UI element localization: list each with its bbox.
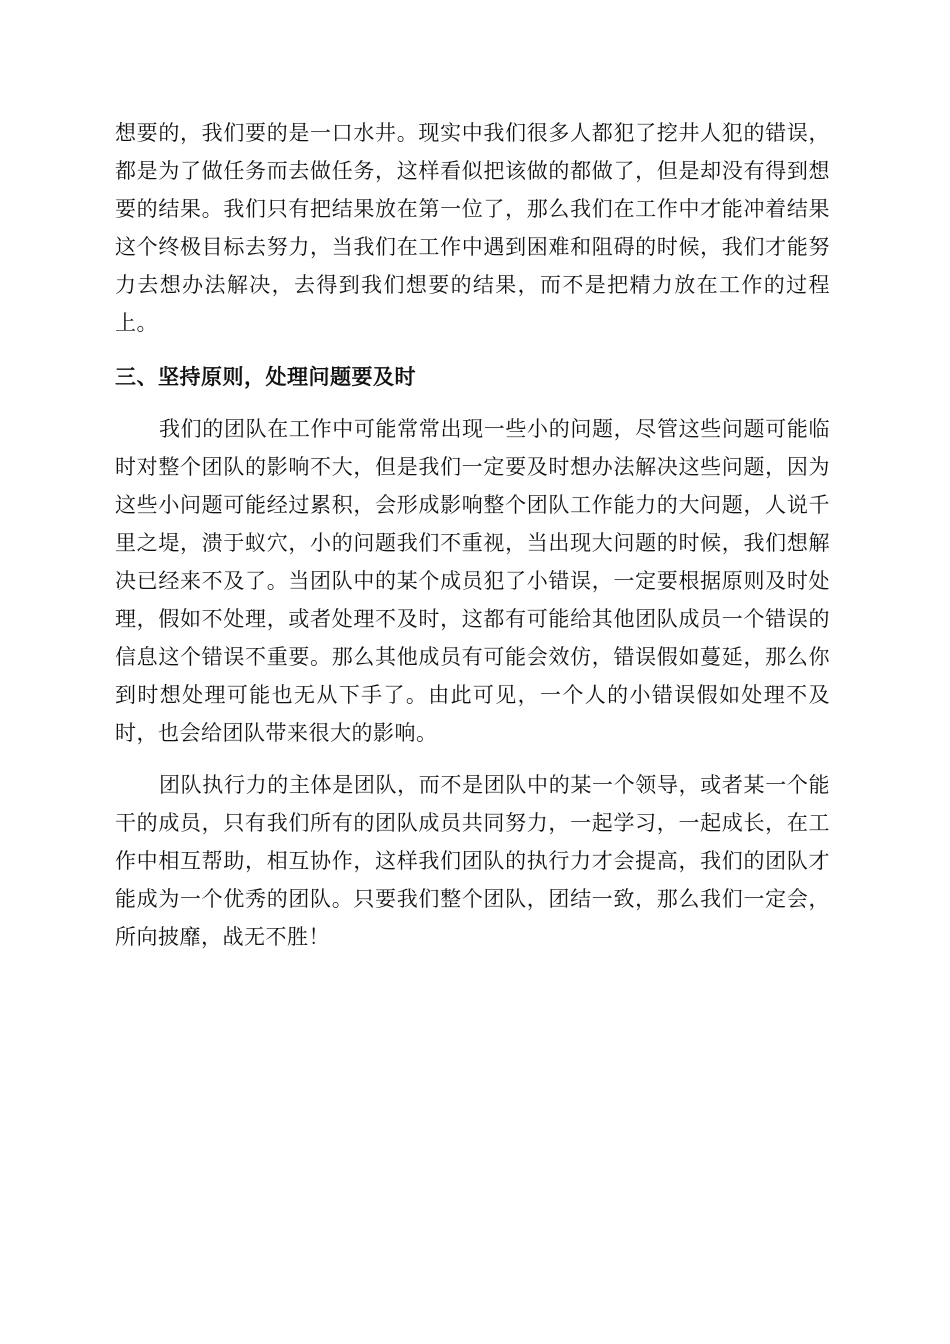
paragraph-conclusion: 团队执行力的主体是团队，而不是团队中的某一个领导，或者某一个能干的成员，只有我们所有的团队成员共同努力，一起学习，一起成长，在工作中相互帮助，相互协作，这样我们团队的执行力才会提高，我们的团队才能成为一个优秀的团队。只要我们整个团队，团结一致，那么我们一定会，所向披靡，战无不胜！ [115,773,830,949]
paragraph-gap [115,752,830,766]
paragraph-principle: 我们的团队在工作中可能常常出现一些小的问题，尽管这些问题可能临时对整个团队的影响不大，但是我们一定要及时想办法解决这些问题，因为这些小问题可能经过累积，会形成影响整个团队工作能力的大问题，人说千里之堤，溃于蚁穴，小的问题我们不重视，当出现大问题的时候，我们想解决已经来不及了。当团队中的某个成员犯了小错误，一定要根据原则及时处理，假如不处理，或者处理不及时，这都有可能给其他团队成员一个错误的信息这个错误不重要。那么其他成员有可能会效仿，错误假如蔓延，那么你到时想处理可能也无从下手了。由此可见，一个人的小错误假如处理不及时，也会给团队带来很大的影响。 [115,417,830,745]
paragraph-continued: 想要的，我们要的是一口水井。现实中我们很多人都犯了挖井人犯的错误，都是为了做任务而去做任务，这样看似把该做的都做了，但是却没有得到想要的结果。我们只有把结果放在第一位了，那么我们在工作中才能冲着结果这个终极目标去努力，当我们在工作中遇到困难和阻碍的时候，我们才能努力去想办法解决，去得到我们想要的结果，而不是把精力放在工作的过程上。 [115,121,830,335]
section-heading: 三、坚持原则，处理问题要及时 [115,365,416,389]
document-body [115,114,830,956]
